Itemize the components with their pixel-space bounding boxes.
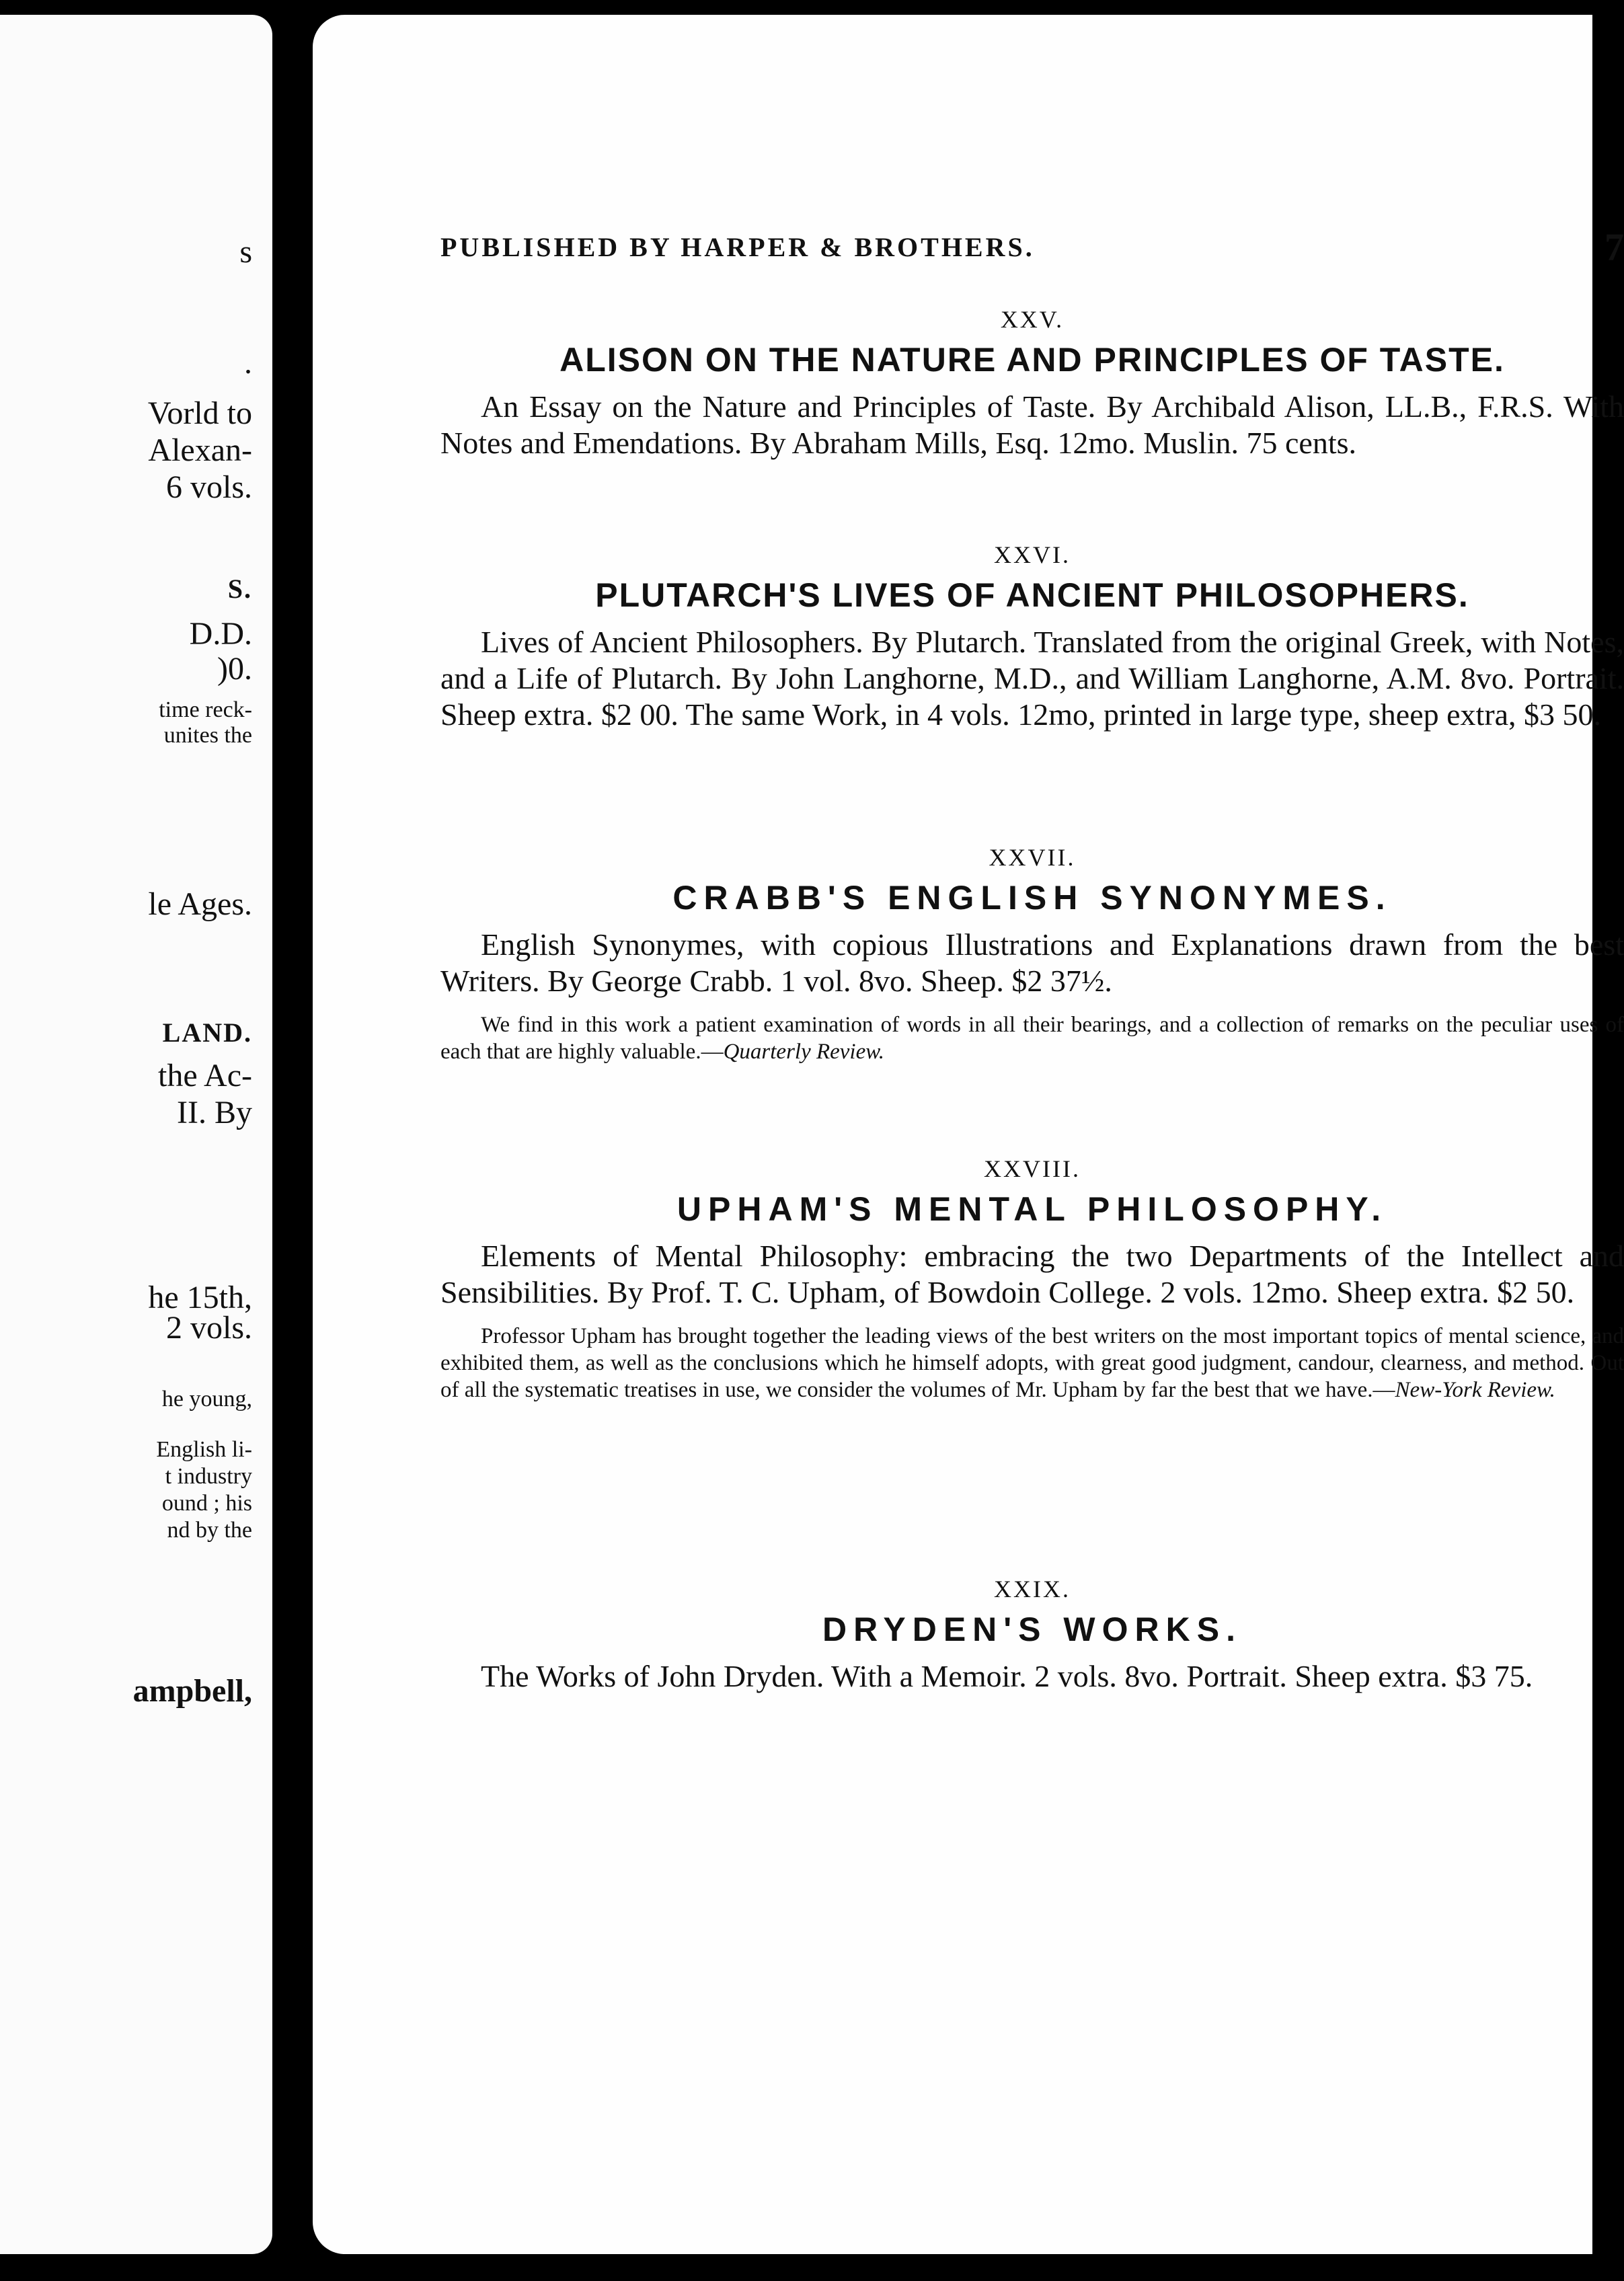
catalog-entry xyxy=(440,541,1624,733)
catalog-entry xyxy=(440,843,1624,1065)
entry-heading: CRABB'S ENGLISH SYNONYMES. xyxy=(672,879,1392,917)
entry-description: English Synonymes, with copious Illustrations and Explanations drawn from the best Writers. By George Crabb. 1 vol. 8vo. Sheep. $2 37½. xyxy=(440,927,1624,998)
edge-text: he 15th, xyxy=(148,1280,252,1315)
edge-text: )0. xyxy=(217,651,252,687)
edge-text: 6 vols. xyxy=(165,469,252,505)
edge-text: unites the xyxy=(163,723,252,748)
edge-text: LAND. xyxy=(162,1017,252,1048)
catalog-entry xyxy=(440,1575,1624,1695)
running-head-title: PUBLISHED BY HARPER & BROTHERS. xyxy=(440,232,1035,262)
edge-text: 2 vols. xyxy=(165,1310,252,1346)
entry-description: The Works of John Dryden. With a Memoir. 2 vols. 8vo. Portrait. Sheep extra. $3 75. xyxy=(481,1659,1533,1693)
edge-text: ampbell, xyxy=(132,1673,252,1709)
running-head xyxy=(440,225,1624,272)
edge-text: ound ; his xyxy=(161,1491,252,1516)
entry-heading: PLUTARCH'S LIVES OF ANCIENT PHILOSOPHERS. xyxy=(595,576,1469,614)
edge-text: Alexan- xyxy=(148,432,252,468)
entry-description: Lives of Ancient Philosophers. By Plutarch. Translated from the original Greek, with Notes, and a Life of Plutarch. By John Langhorne, M.D., and William Langhorne, A.M. 8vo. Portrait. Sheep extra. $2 00. The same Work, in 4 vols. 12mo, printed in large type, sheep extra, $3 50. xyxy=(440,625,1624,732)
review-source: New-York Review. xyxy=(1395,1378,1555,1402)
previous-page xyxy=(0,15,272,2254)
review-text: Professor Upham has brought together the leading views of the best writers on the most important topics of mental science, and exhibited them, as well as the conclusions which he himself adopts, with great good judgment, candour, clearness, and method. Out of all the systematic treatises in use, we consider the volumes of Mr. Upham by far the best that we have.— xyxy=(440,1324,1624,1402)
edge-text: le Ages. xyxy=(148,886,252,922)
entry-numeral: XXV. xyxy=(1000,306,1065,333)
review-quote xyxy=(440,1323,1624,1403)
review-source: Quarterly Review. xyxy=(723,1040,885,1064)
entry-numeral: XXVII. xyxy=(989,844,1076,871)
edge-text: t industry xyxy=(165,1464,252,1489)
edge-text: the Ac- xyxy=(158,1058,252,1093)
entry-numeral: XXVIII. xyxy=(984,1155,1081,1182)
entry-description: Elements of Mental Philosophy: embracing the two Departments of the Intellect and Sensibilities. By Prof. T. C. Upham, of Bowdoin College. 2 vols. 12mo. Sheep extra. $2 50. xyxy=(440,1239,1624,1309)
page-number: 7 xyxy=(1604,225,1624,269)
edge-text: English li- xyxy=(156,1437,252,1462)
review-quote xyxy=(440,1011,1624,1065)
edge-text: nd by the xyxy=(167,1518,252,1543)
catalog-entry xyxy=(440,305,1624,461)
review-text: We find in this work a patient examination of words in all their bearings, and a collection of remarks on the peculiar uses of each that are highly valuable.— xyxy=(440,1013,1624,1064)
edge-text: II. By xyxy=(177,1095,252,1130)
entry-numeral: XXIX. xyxy=(994,1576,1071,1602)
entry-heading: ALISON ON THE NATURE AND PRINCIPLES OF TASTE. xyxy=(559,341,1505,379)
entry-numeral: XXVI. xyxy=(994,541,1071,568)
edge-text: Vorld to xyxy=(147,395,252,431)
edge-text: . xyxy=(244,345,252,381)
entry-description: An Essay on the Nature and Principles of Taste. By Archibald Alison, LL.B., F.R.S. With Notes and Emendations. By Abraham Mills, Esq. 12mo. Muslin. 75 cents. xyxy=(440,389,1624,460)
edge-text: S. xyxy=(227,574,252,604)
edge-text: time reck- xyxy=(159,697,252,722)
current-page xyxy=(313,15,1624,2254)
edge-text: he young, xyxy=(161,1387,252,1412)
catalog-entry xyxy=(440,1155,1624,1403)
book-gutter xyxy=(272,0,293,2281)
entry-heading: UPHAM'S MENTAL PHILOSOPHY. xyxy=(676,1190,1388,1228)
entry-heading: DRYDEN'S WORKS. xyxy=(822,1611,1242,1648)
edge-text: s xyxy=(239,234,252,270)
edge-text: D.D. xyxy=(189,616,252,652)
